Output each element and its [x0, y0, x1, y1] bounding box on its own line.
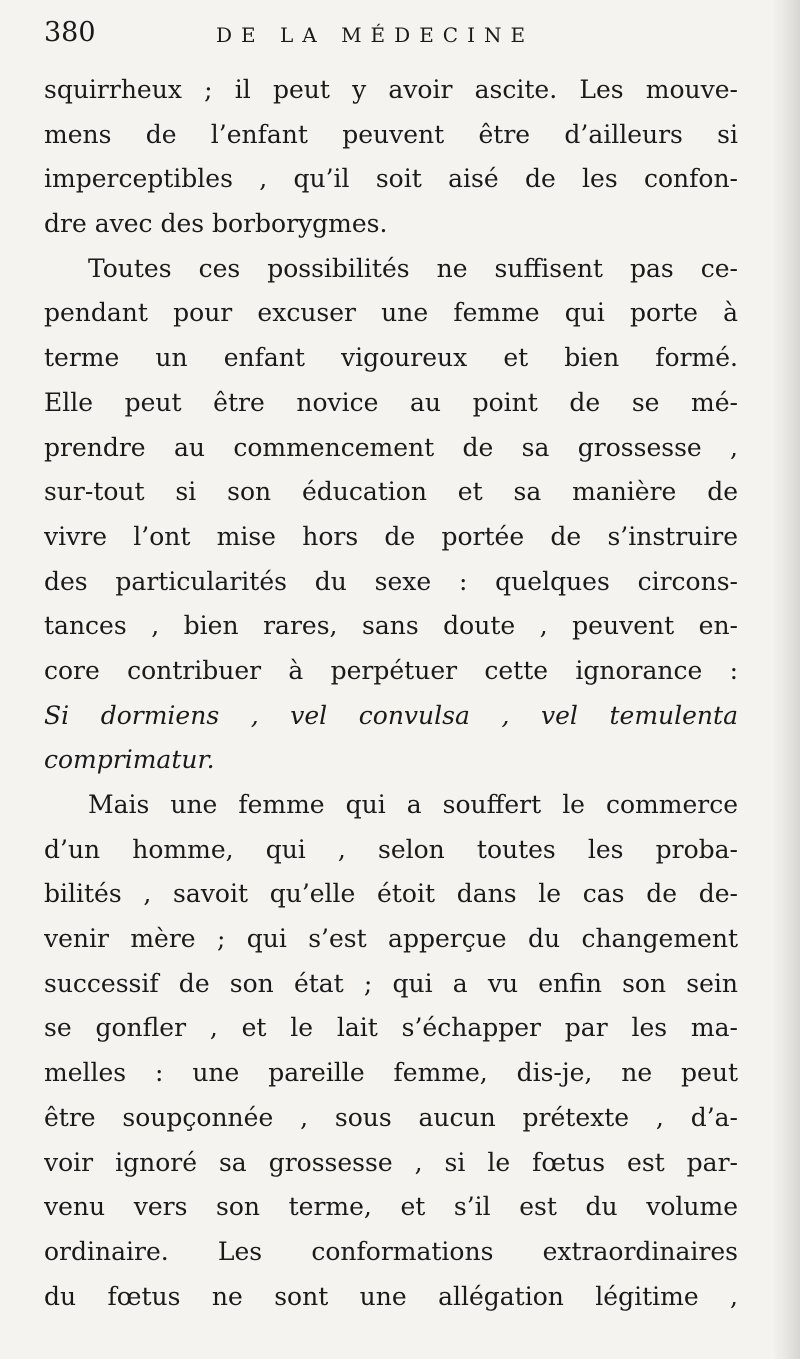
text-line: Toutes ces possibilités ne suffisent pas ce- — [88, 253, 738, 283]
page-spine-shadow — [772, 0, 800, 1359]
text-line: du fœtus ne sont une allégation légitime , — [44, 1281, 738, 1311]
text-line: tances , bien rares, sans doute , peuvent en- — [44, 611, 738, 641]
running-head: DE LA MÉDECINE — [216, 23, 535, 47]
text-line: dre avec des borborygmes. — [44, 209, 388, 239]
text-line: bilités , savoit qu’elle étoit dans le cas de de- — [44, 879, 738, 909]
text-line: être soupçonnée , sous aucun prétexte , d’a- — [44, 1102, 738, 1132]
text-line: melles : une pareille femme, dis-je, ne peut — [44, 1058, 738, 1088]
text-line: squirrheux ; il peut y avoir ascite. Les mouve- — [44, 75, 738, 104]
text-line: mens de l’enfant peuvent être d’ailleurs si — [44, 119, 738, 149]
page-number: 380 — [44, 17, 96, 48]
text-line: Elle peut être novice au point de se mé- — [44, 387, 738, 417]
text-line: venir mère ; qui s’est apperçue du changement — [44, 924, 738, 954]
text-line: Mais une femme qui a souffert le commerce — [88, 790, 738, 819]
text-line: terme un enfant vigoureux et bien formé. — [44, 343, 738, 373]
text-line: des particularités du sexe : quelques circons- — [44, 566, 738, 596]
text-line: venu vers son terme, et s’il est du volume — [44, 1192, 738, 1222]
text-line: se gonfler , et le lait s’échapper par les ma- — [44, 1013, 738, 1043]
page-header — [44, 14, 744, 58]
text-line: imperceptibles , qu’il soit aisé de les confon- — [44, 164, 738, 194]
latin-quote-line: Si dormiens , vel convulsa , vel temulenta — [44, 700, 738, 730]
text-line: voir ignoré sa grossesse , si le fœtus est par- — [44, 1147, 738, 1177]
text-line: prendre au commencement de sa grossesse , — [44, 432, 738, 462]
body-text — [44, 68, 738, 1319]
text-line: vivre l’ont mise hors de portée de s’instruire — [44, 521, 738, 551]
text-line: ordinaire. Les conformations extraordinaires — [44, 1236, 738, 1266]
text-line: core contribuer à perpétuer cette ignorance : — [44, 655, 738, 685]
text-line: pendant pour excuser une femme qui porte à — [44, 298, 738, 328]
text-line: successif de son état ; qui a vu enfin son sein — [44, 968, 738, 998]
latin-quote-line: comprimatur. — [44, 745, 215, 775]
text-line: d’un homme, qui , selon toutes les proba- — [44, 834, 738, 864]
text-line: sur-tout si son éducation et sa manière de — [44, 477, 738, 507]
